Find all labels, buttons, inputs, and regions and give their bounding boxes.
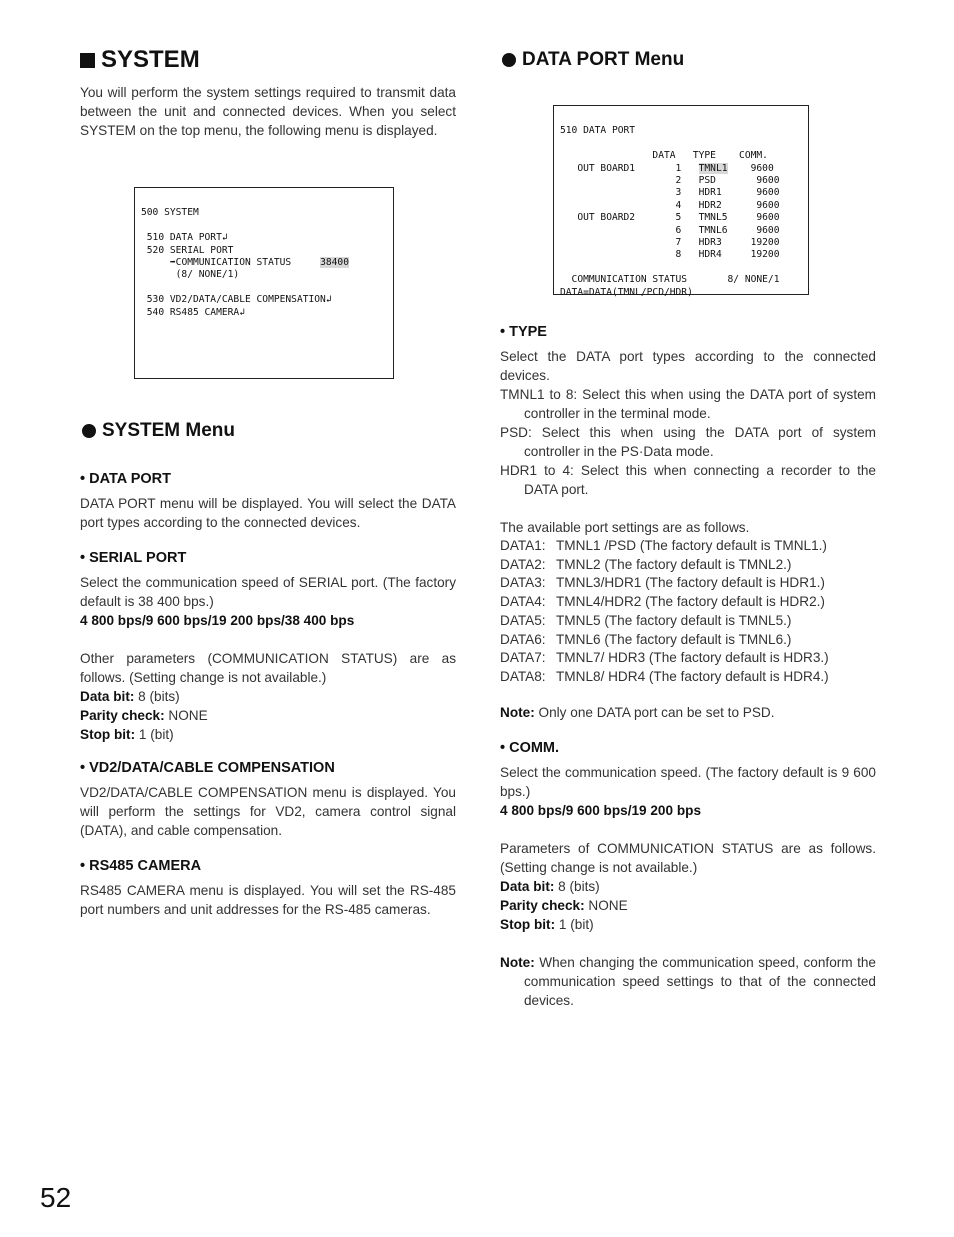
screen-line: 6 TMNL6 9600 [560,224,780,236]
system-menu-heading: SYSTEM Menu [82,420,235,442]
data-bit-value: 8 (bits) [134,689,180,704]
stop-bit-value: 1 (bit) [135,727,174,742]
screen-line: COMMUNICATION STATUS 8/ NONE/1 [560,274,780,286]
parity-label: Parity check: [500,898,585,913]
screen-line: 4 HDR2 9600 [560,199,780,211]
page-number: 52 [40,1182,72,1213]
stop-bit-label: Stop bit: [80,727,136,742]
data-port-menu-heading: DATA PORT Menu [502,49,684,71]
screen-line: 510 DATA PORT [560,125,636,137]
screen-line: 7 HDR3 19200 [560,237,780,249]
vd2-title: • VD2/DATA/CABLE COMPENSATION [80,760,335,776]
serial-params-text: Other parameters (COMMUNICATION STATUS) are as follows. (Setting change is not available.) [80,651,456,685]
enter-arrow-icon: ↲ [239,306,245,318]
screen-line: COMMUNICATION STATUS [175,257,292,269]
type-highlight: TMNL1 [698,162,728,174]
circle-bullet-icon [82,424,96,438]
serial-port-title: • SERIAL PORT [80,550,187,566]
stop-bit-value: 1 (bit) [555,917,594,932]
table-row: DATA1: TMNL1 /PSD (The factory default is TMNL1.) [500,538,827,553]
type-title: • TYPE [500,324,547,340]
screen-line: 540 RS485 CAMERA [141,306,240,318]
enter-arrow-icon: ↲ [221,232,228,244]
type-text: Select the DATA port types according to the connected devices. [500,349,876,383]
vd2-text: VD2/DATA/CABLE COMPENSATION menu is displayed. You will perform the settings for VD2, camera control signal (DATA), and cable compensation. [80,785,456,838]
screen-line: 500 SYSTEM [141,207,199,219]
table-row: DATA6: TMNL6 (The factory default is TMNL6.) [500,631,792,647]
comm-params-text: Parameters of COMMUNICATION STATUS are as follows. (Setting change is not available.) [500,841,876,875]
data-bit-label: Data bit: [80,689,135,704]
serial-port-speeds: 4 800 bps/9 600 bps/19 200 bps/38 400 bps [80,613,355,628]
comm-title: • COMM. [500,740,560,756]
psd-desc: PSD: Select this when using the DATA port of system controller in the PS·Data mode. [500,425,876,459]
note-psd: Note: Only one DATA port can be set to PSD. [500,705,775,720]
table-row: DATA7: TMNL7/ HDR3 (The factory default is HDR3.) [500,650,829,666]
screen-line: (8/ NONE/1) [141,269,240,281]
note-comm: Note: When changing the communication speed, conform the communication speed settings to that of the connected devices. [500,955,876,1008]
screen-line: 9600 [727,162,774,174]
screen-line: OUT BOARD2 5 TMNL5 9600 [560,212,780,224]
table-row: DATA3: TMNL3/HDR1 (The factory default is HDR1.) [500,575,825,591]
parity-value: NONE [164,708,208,723]
screen-line: 520 SERIAL PORT [141,244,234,256]
system-intro: You will perform the system settings required to transmit data between the unit and connected devices. When you select SYSTEM on the top menu, the following menu is displayed. [80,85,456,138]
hdr-desc: HDR1 to 4: Select this when connecting a recorder to the DATA port. [500,463,876,497]
data-port-screen [553,105,809,298]
data-bit-value: 8 (bits) [554,879,600,894]
screen-line: 530 VD2/DATA/CABLE COMPENSATION [141,294,326,306]
comm-text: Select the communication speed. (The factory default is 9 600 bps.) [500,765,876,799]
available-text: The available port settings are as follows. [500,520,750,535]
enter-arrow-icon: ↲ [325,294,332,306]
stop-bit-label: Stop bit: [500,917,556,932]
screen-line: DATA=DATA(TMNL/PCD/HDR) [560,286,693,298]
data-bit-label: Data bit: [500,879,555,894]
data-port-title: • DATA PORT [80,471,171,487]
data-port-text: DATA PORT menu will be displayed. You will select the DATA port types according to the connected devices. [80,496,456,530]
port-settings-table [500,537,829,687]
circle-bullet-icon [502,53,516,67]
square-bullet-icon [80,53,95,68]
screen-line: 3 HDR1 9600 [560,187,780,199]
screen-line: DATA TYPE COMM. [560,150,768,162]
screen-line: 2 PSD 9600 [560,175,780,187]
table-row: DATA2: TMNL2 (The factory default is TMNL2.) [500,556,792,572]
tmnl-desc: TMNL1 to 8: Select this when using the DATA port of system controller in the terminal mode. [500,387,876,421]
rs485-title: • RS485 CAMERA [80,858,202,874]
comm-speeds: 4 800 bps/9 600 bps/19 200 bps [500,803,701,818]
system-heading: SYSTEM [80,46,200,74]
baud-value-highlight: 38400 [320,257,349,269]
screen-line: 510 DATA PORT [141,232,222,244]
table-row: DATA4: TMNL4/HDR2 (The factory default is HDR2.) [500,594,825,610]
table-row: DATA8: TMNL8/ HDR4 (The factory default is HDR4.) [500,668,829,684]
system-menu-screen [134,187,394,379]
rs485-text: RS485 CAMERA menu is displayed. You will set the RS-485 port numbers and unit addresses for the RS-485 cameras. [80,883,456,917]
screen-line: 8 HDR4 19200 [560,249,780,261]
parity-value: NONE [584,898,628,913]
parity-label: Parity check: [80,708,165,723]
serial-port-text: Select the communication speed of SERIAL port. (The factory default is 38 400 bps.) [80,575,456,609]
table-row: DATA5: TMNL5 (The factory default is TMNL5.) [500,612,792,628]
cursor-arrow-icon: ➡ [169,257,176,269]
screen-line: OUT BOARD1 1 [560,162,699,174]
